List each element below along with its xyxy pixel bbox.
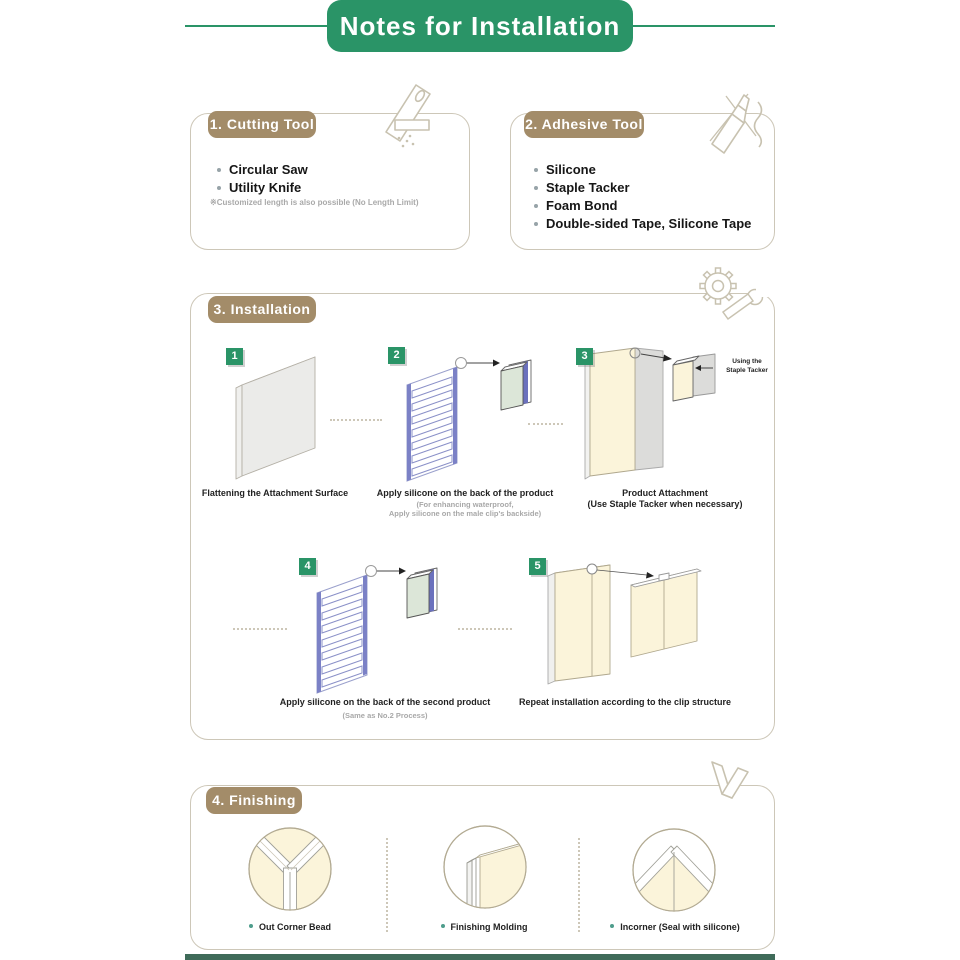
bullet-dot <box>441 924 445 928</box>
step-number-badge: 3 <box>576 348 593 365</box>
cutting-item-label: Utility Knife <box>229 180 302 195</box>
step5-caption: Repeat installation according to the clip structure <box>518 697 732 707</box>
bullet-dot <box>249 924 253 928</box>
bullet-dot <box>217 186 221 190</box>
adhesive-tool-list <box>534 161 751 233</box>
step2-illustration-silicone <box>385 345 535 485</box>
bullet-dot <box>534 186 538 190</box>
finishing-item-caption <box>590 922 760 932</box>
cutting-tool-title: 1. Cutting Tool <box>208 111 316 138</box>
out-corner-bead-diagram <box>245 824 335 914</box>
adhesive-item-label: Staple Tacker <box>546 180 630 195</box>
list-item <box>534 215 751 233</box>
step-number-badge: 1 <box>226 348 243 365</box>
header-line-left <box>185 25 327 27</box>
adhesive-tool-title: 2. Adhesive Tool <box>524 111 644 138</box>
bullet-dot <box>534 204 538 208</box>
step3-annotation <box>719 357 775 375</box>
dotted-separator <box>330 419 382 421</box>
finishing-item-label: Finishing Molding <box>450 922 528 932</box>
step2-subcaption: (For enhancing waterproof, <box>416 500 514 509</box>
finishing-molding-diagram <box>440 822 530 912</box>
step1-caption: Flattening the Attachment Surface <box>201 488 349 498</box>
adhesive-item-label: Double-sided Tape, Silicone Tape <box>546 216 752 231</box>
step3-caption: Product Attachment <box>622 488 708 498</box>
bullet-dot <box>534 168 538 172</box>
annotation-line: Staple Tacker <box>726 367 768 374</box>
annotation-line: Using the <box>732 358 762 365</box>
dotted-separator <box>386 838 388 932</box>
step4-illustration-silicone <box>295 555 445 700</box>
bullet-dot <box>534 222 538 226</box>
corner-bead-icon <box>704 760 754 808</box>
step4-subcaption: (Same as No.2 Process) <box>342 711 428 720</box>
next-section-peek <box>185 954 775 960</box>
step-number-badge: 2 <box>388 347 405 364</box>
list-item <box>217 179 308 197</box>
bullet-dot <box>610 924 614 928</box>
finishing-item-label: Incorner (Seal with silicone) <box>620 922 740 932</box>
step2-caption: Apply silicone on the back of the product <box>376 488 554 498</box>
step3-subcaption: (Use Staple Tacker when necessary) <box>587 499 743 509</box>
finishing-item-label: Out Corner Bead <box>258 922 331 932</box>
finishing-item-caption <box>230 922 350 932</box>
step5-illustration-repeat <box>525 555 775 700</box>
step-number-badge: 4 <box>299 558 316 575</box>
cutting-item-label: Circular Saw <box>229 162 308 177</box>
dotted-separator <box>578 838 580 932</box>
finishing-title: 4. Finishing <box>206 787 302 814</box>
adhesive-item-label: Silicone <box>546 162 596 177</box>
cutting-tool-list <box>217 161 308 197</box>
utility-knife-icon <box>372 84 458 164</box>
list-item <box>534 179 751 197</box>
list-item <box>534 197 751 215</box>
incorner-diagram <box>629 825 719 915</box>
gear-wrench-icon <box>692 262 770 330</box>
adhesive-item-label: Foam Bond <box>546 198 618 213</box>
step2-subcaption: Apply silicone on the male clip's backside) <box>388 509 542 518</box>
dotted-separator <box>233 628 287 630</box>
silicone-gun-icon <box>698 86 772 164</box>
step4-caption: Apply silicone on the back of the second product <box>279 697 491 707</box>
header-line-right <box>633 25 775 27</box>
step-number-badge: 5 <box>529 558 546 575</box>
cutting-note: ※Customized length is also possible (No Length Limit) <box>210 198 419 207</box>
dotted-separator <box>458 628 512 630</box>
finishing-item-caption <box>424 922 544 932</box>
page-title: Notes for Installation <box>327 0 633 52</box>
list-item <box>217 161 308 179</box>
bullet-dot <box>217 168 221 172</box>
step1-illustration-panel <box>225 345 340 485</box>
dotted-separator <box>528 423 563 425</box>
installation-title: 3. Installation <box>208 296 316 323</box>
